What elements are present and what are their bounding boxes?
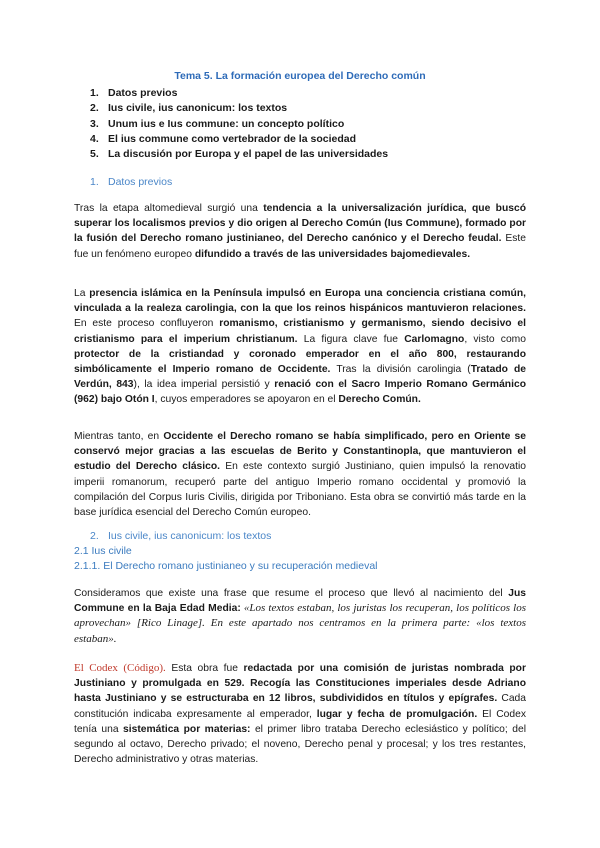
toc-item xyxy=(90,147,388,162)
paragraph-datos-previos-2: La presencia islámica en la Península impulsó en Europa una conciencia cristiana común, vinculada a la realeza carolingia, con la que los reinos hispánicos mantuvieron relaciones. En este proceso confluyeron romanismo, cristianismo y germanismo, siendo decisivo el cristianismo para el imperium christianum. La figura clave fue Carlomagno, visto como protector de la cristiandad y coronado emperador en el año 800, restaurando simbólicamente el Imperio romano de Occidente. Tras la división carolingia (Tratado de Verdún, 843), la idea imperial persistió y renació con el Sacro Imperio Romano Germánico (962) bajo Otón I, cuyos emperadores se apoyaron en el Derecho Común. xyxy=(74,288,527,406)
toc-item xyxy=(90,86,388,101)
toc-item xyxy=(90,132,388,147)
paragraph-textos-1: Consideramos que existe una frase que resume el proceso que llevó al nacimiento del Jus Commune en la Baja Edad Media: «Los textos estaban, los juristas los recuperan, los políticos los aprovechan» [Rico Linage]. En este apartado nos centramos en la primera parte: «los textos estaban». xyxy=(74,588,526,645)
section-label: Ius civile, ius canonicum: los textos xyxy=(108,530,272,542)
section-number: 2. xyxy=(90,530,99,542)
paragraph-codex: El Codex (Código). Esta obra fue redactada por una comisión de juristas nombrada por Justiniano y promulgada en 529. Recogía las Constituciones imperiales desde Adriano hasta Justiniano y se estructuraba en 12 libros, subdivididos en títulos y epígrafes. Cada constitución indicaba expresamente al emperador, lugar y fecha de promulgación. El Codex tenía una sistemática por materias: el primer libro trataba Derecho eclesiástico y político; del segundo al octavo, Derecho privado; el noveno, Derecho penal y procesal; y los tres restantes, Derecho administrativo y otras materias. xyxy=(74,662,526,766)
paragraph-datos-previos-3: Mientras tanto, en Occidente el Derecho romano se había simplificado, pero en Oriente se conservó mejor gracias a las escuelas de Berito y Constantinopla, que mantuvieron el estudio del Derecho clásico. En este contexto surgió Justiniano, quien impulsó la renovatio imperii romanorum, recuperó parte del antiguo Imperio romano occidental y promovió la compilación del Corpus Iuris Civilis, dirigida por Triboniano. Esta obra se convirtió más tarde en la base jurídica esencial del Derecho Común europeo. xyxy=(74,431,526,519)
toc-label: Datos previos xyxy=(108,87,178,99)
toc-number: 3. xyxy=(90,117,99,130)
toc-label: Ius civile, ius canonicum: los textos xyxy=(108,102,288,115)
subsection-heading-2-1-1: 2.1.1. El Derecho romano justinianeo y su recuperación medieval xyxy=(74,560,378,572)
toc-label: Unum ius e Ius commune: un concepto político xyxy=(108,117,345,130)
toc-number: 5. xyxy=(90,148,99,161)
codex-term: El Codex (Código). xyxy=(74,662,166,674)
table-of-contents xyxy=(90,86,388,162)
section-heading-2 xyxy=(90,530,271,542)
toc-item xyxy=(90,101,388,116)
toc-label: La discusión por Europa y el papel de las universidades xyxy=(108,148,389,161)
toc-label: El ius commune como vertebrador de la sociedad xyxy=(108,132,356,145)
page-title: Tema 5. La formación europea del Derecho común xyxy=(174,70,426,82)
paragraph-datos-previos-1: Tras la etapa altomedieval surgió una tendencia a la universalización jurídica, que buscó superar los localismos previos y dio origen al Derecho Común (Ius Commune), formado por la fusión del Derecho romano justinianeo, del Derecho canónico y el Derecho feudal. Este fue un fenómeno europeo difundido a través de las universidades bajomedievales. xyxy=(74,203,526,260)
toc-number: 1. xyxy=(90,87,99,99)
toc-number: 2. xyxy=(90,102,99,115)
section-number: 1. xyxy=(90,176,99,188)
subsection-heading-2-1: 2.1 Ius civile xyxy=(74,545,132,557)
section-label: Datos previos xyxy=(108,176,173,188)
toc-number: 4. xyxy=(90,132,99,145)
toc-item xyxy=(90,117,388,132)
section-heading-1 xyxy=(90,176,172,188)
